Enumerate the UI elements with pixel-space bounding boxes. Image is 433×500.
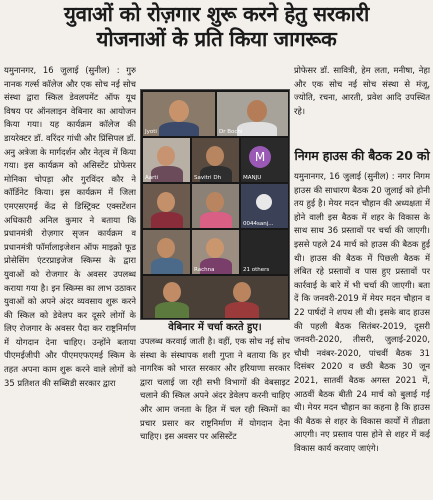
participant-tile-5 (241, 138, 288, 182)
participant-strip (143, 276, 288, 318)
participant-tile-6 (143, 184, 190, 228)
participant-tile-8 (241, 184, 288, 228)
participant-name: Rachna (194, 267, 215, 273)
article-body-right (294, 64, 430, 144)
webinar-screenshot-photo (140, 89, 290, 320)
article-body-middle (140, 335, 290, 498)
article-text-middle: उपलब्ध करवाई जाती है। वहीं, एक सोच नई सोच संस्था के संस्थापक शशी गुप्ता ने बताया कि हर नागरिक को भारत सरकार और हरियाणा सरकार द्वारा चलाई जा रही सभी विभागों की वेबसाइट चलाने की स्किल अपने अंदर डेवेलप करनी चाहिए और आम जनता के हित में चल रही स्किमों का प्रचार प्रसार कर राष्ट्रनिर्माण में योगदान देना चाहिए। इस अवसर पर असिस्टेंट (140, 336, 290, 442)
participant-tile-9 (143, 230, 190, 274)
participant-name: Aarti (145, 175, 159, 181)
participant-tile-2 (217, 92, 288, 136)
participant-name: Jyoti (145, 129, 157, 135)
participant-tile-3 (143, 138, 190, 182)
participant-name: 21 others (243, 267, 270, 273)
article-body-left (4, 64, 136, 498)
article-text-right: प्रोफेसर डॉ. सावित्री, हेम लता, मनीषा, नेहा और एक सोच नई सोच संस्था से मंजू, ज्योति, रचना, आरती, प्रवेश आदि उपस्थित रहे। (294, 65, 430, 116)
participant-name: Savitri Dh (194, 175, 222, 181)
participant-name: Dr Bochi (219, 129, 243, 135)
participant-name: 0044sanj... (243, 221, 274, 227)
participant-tile-10 (192, 230, 239, 274)
headline-line-2: योजनाओं के प्रति किया जागरूक (96, 27, 337, 51)
article-text-left: यमुनानगर, 16 जुलाई (सुनील) : गुरु नानक गर्ल्स कॉलेज और एक सोच नई सोच संस्था द्वारा स्किल डेवलपमेंट ऑफ यूथ विषय पर ऑनलाइन वेबिनार का आयोजन किया गया। यह कार्यक्रम कॉलेज की डायरेक्टर डॉ. वरिंदर गांधी और प्रिंसिपल डॉ. अनु अत्रेजा के मार्गदर्शन और नेतृत्व में किया गया। इस कार्यक्रम को असिस्टेंट प्रोफेसर मोनिका चोपड़ा और गुरविंदर कौर ने कॉर्डिनेट किया। इस कार्यक्रम में जिला एमएसएमई केंद्र से डिस्ट्रिक्ट एक्सटेंशन अधिकारी अनिल कुमार ने बताया कि प्रधानमंत्री रोज़गार सृजन कार्यक्रम व प्रधानमंत्री फॉर्मालाइजेशन ऑफ माइक्रो फूड प्रोसेसिंग एंटरप्राइजेज स्किम्स के द्वारा युवाओं को रोजगार के अवसर उपलब्ध कराया गया है। इन स्किम्स का लाभ उठाकर युवाओं को अपने अंदर व्यवसाय शुरू करने की स्किल को डेवेलप कर दूसरे लोगों के लिए रोजगार के अवसर पैदा कर राष्ट्रनिर्माण में योगदान देना चाहिए। उन्होंने बताया पीएमईजीपी और पीएमएफएमई स्किम के तहत अपना काम शुरू करने वाले लोगों को 35 प्रतिशत की सब्सिडी सरकार द्वारा (4, 65, 136, 388)
photo-caption: वेबिनार में चर्चा करते हुए। (168, 322, 262, 333)
second-story-text: यमुनानगर, 16 जुलाई (सुनील) : नगर निगम हाउस की साधारण बैठक 20 जुलाई को होनी तय हुई है। मेयर मदन चौहान की अध्यक्षता में होने वाली इस बैठक में शहर के विकास के साथ साथ 36 प्रस्तावों पर चर्चा की जाएगी। इससे पहले 24 मार्च को हाउस की बैठक हुई थी। हाउस की बैठक में पिछली बैठक में लंबित रहे प्रस्तावों व पास हुए प्रस्तावों पर कार्रवाई के बारे में भी चर्चा की जाएगी। बता दें कि जनवरी-2019 में मेयर मदन चौहान व 22 पार्षदों ने शपथ ली थी। इसके बाद हाउस की पहली बैठक सितंबर-2019, दूसरी जनवरी-2020, तीसरी, जुलाई-2020, चौथी नवंबर-2020, पांचवीं बैठक 31 दिसंबर 2020 व छठी बैठक 30 जून 2021, सातवीं बैठक अगस्त 2021 में, आठवीं बैठक बीती 24 मार्च को बुलाई गई थी। मेयर मदन चौहान का कहना है कि हाउस की बैठक से शहर के विकास कार्यों में तीव्रता आएगी। नए प्रस्ताव पास होने से शहर में कई विकास कार्य करवाए जाएंगे। (294, 171, 430, 453)
participant-tile-7 (192, 184, 239, 228)
participant-tile-4 (192, 138, 239, 182)
headline-line-1: युवाओं को रोज़गार शुरू करने हेतु सरकारी (64, 2, 369, 26)
article-headline (0, 2, 433, 52)
participant-tile-11 (241, 230, 288, 274)
second-story-headline: निगम हाउस की बैठक 20 को (294, 148, 430, 163)
second-story-body (294, 170, 430, 498)
participant-tile-1 (143, 92, 215, 136)
participant-name: MANJU (243, 175, 262, 181)
participant-avatar: M (249, 146, 271, 168)
